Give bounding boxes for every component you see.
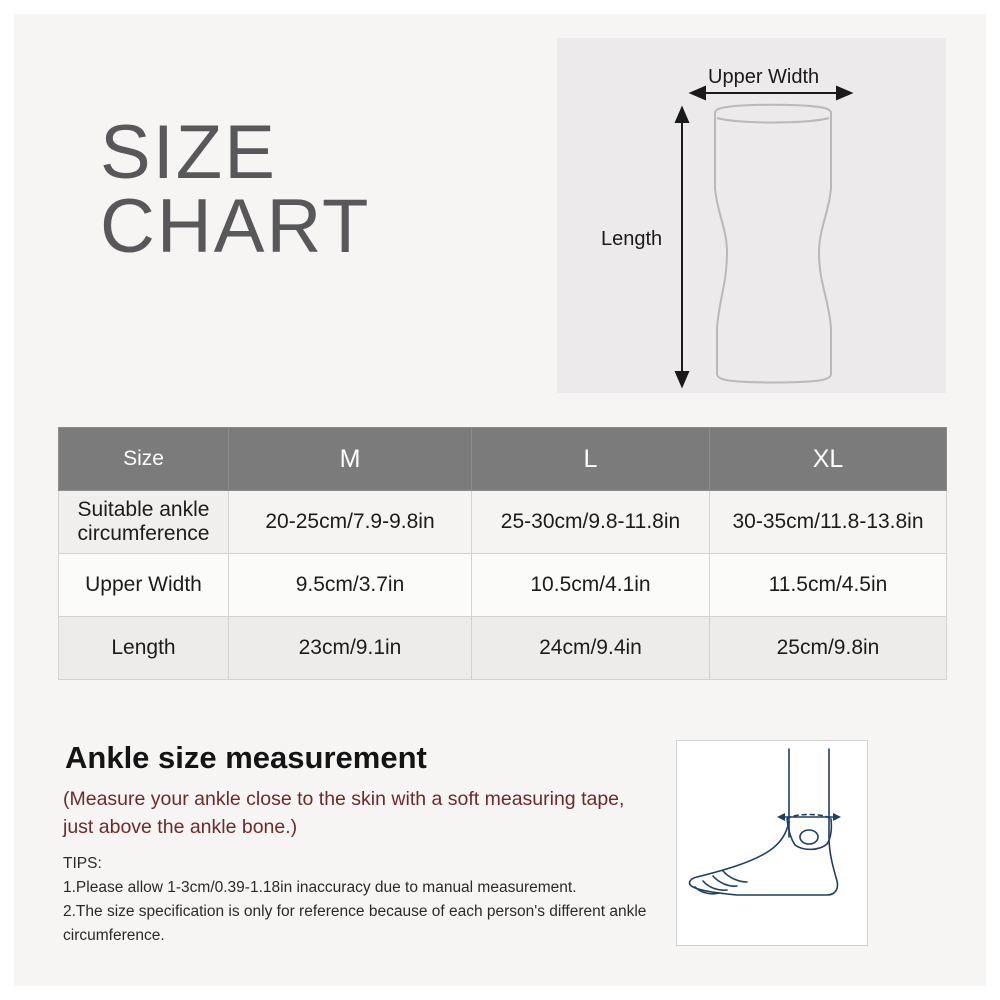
- tips-label: TIPS:: [63, 855, 102, 872]
- table-row: [59, 554, 947, 617]
- tip-1: 1.Please allow 1-3cm/0.39-1.18in inaccuracy due to manual measurement.: [63, 879, 577, 897]
- measurement-subtitle-line1: (Measure your ankle close to the skin with a soft measuring tape,: [63, 788, 625, 810]
- page-title-line2: CHART: [100, 183, 371, 269]
- header-l: L: [472, 428, 710, 491]
- row-label-upper-width: Upper Width: [59, 554, 229, 617]
- row-label-ankle-circumference: [59, 491, 229, 554]
- cell-upper-width-l: 10.5cm/4.1in: [472, 554, 710, 617]
- page-title: [100, 110, 371, 269]
- header-xl: XL: [710, 428, 947, 491]
- cell-length-l: 24cm/9.4in: [472, 617, 710, 680]
- header-m: M: [229, 428, 472, 491]
- measurement-subtitle-line2: just above the ankle bone.): [63, 816, 298, 839]
- cell-upper-width-xl: 11.5cm/4.5in: [710, 554, 947, 617]
- row-label-line1: Suitable ankle: [77, 497, 210, 521]
- size-chart-table: [58, 427, 947, 680]
- cell-length-m: 23cm/9.1in: [229, 617, 472, 680]
- sleeve-illustration: [557, 38, 946, 393]
- cell-ankle-l: 25-30cm/9.8-11.8in: [472, 491, 710, 554]
- tip-2: 2.The size specification is only for reference because of each person's different ankle circumference.: [63, 903, 647, 945]
- upper-width-label: Upper Width: [708, 66, 820, 88]
- table-row: [59, 617, 947, 680]
- foot-measurement-illustration: [676, 740, 868, 946]
- header-size: Size: [59, 428, 229, 491]
- table-header-row: [59, 428, 947, 491]
- cell-ankle-m: 20-25cm/7.9-9.8in: [229, 491, 472, 554]
- page-title-line1: SIZE: [100, 110, 277, 195]
- cell-ankle-xl: 30-35cm/11.8-13.8in: [710, 491, 947, 554]
- tips-block: [63, 852, 663, 948]
- table-row: [59, 491, 947, 554]
- measurement-heading: Ankle size measurement: [65, 740, 427, 775]
- length-label: Length: [601, 228, 663, 250]
- row-label-length: Length: [59, 617, 229, 680]
- cell-length-xl: 25cm/9.8in: [710, 617, 947, 680]
- row-label-line2: circumference: [77, 522, 210, 545]
- cell-upper-width-m: 9.5cm/3.7in: [229, 554, 472, 617]
- measurement-subtitle: [63, 785, 653, 842]
